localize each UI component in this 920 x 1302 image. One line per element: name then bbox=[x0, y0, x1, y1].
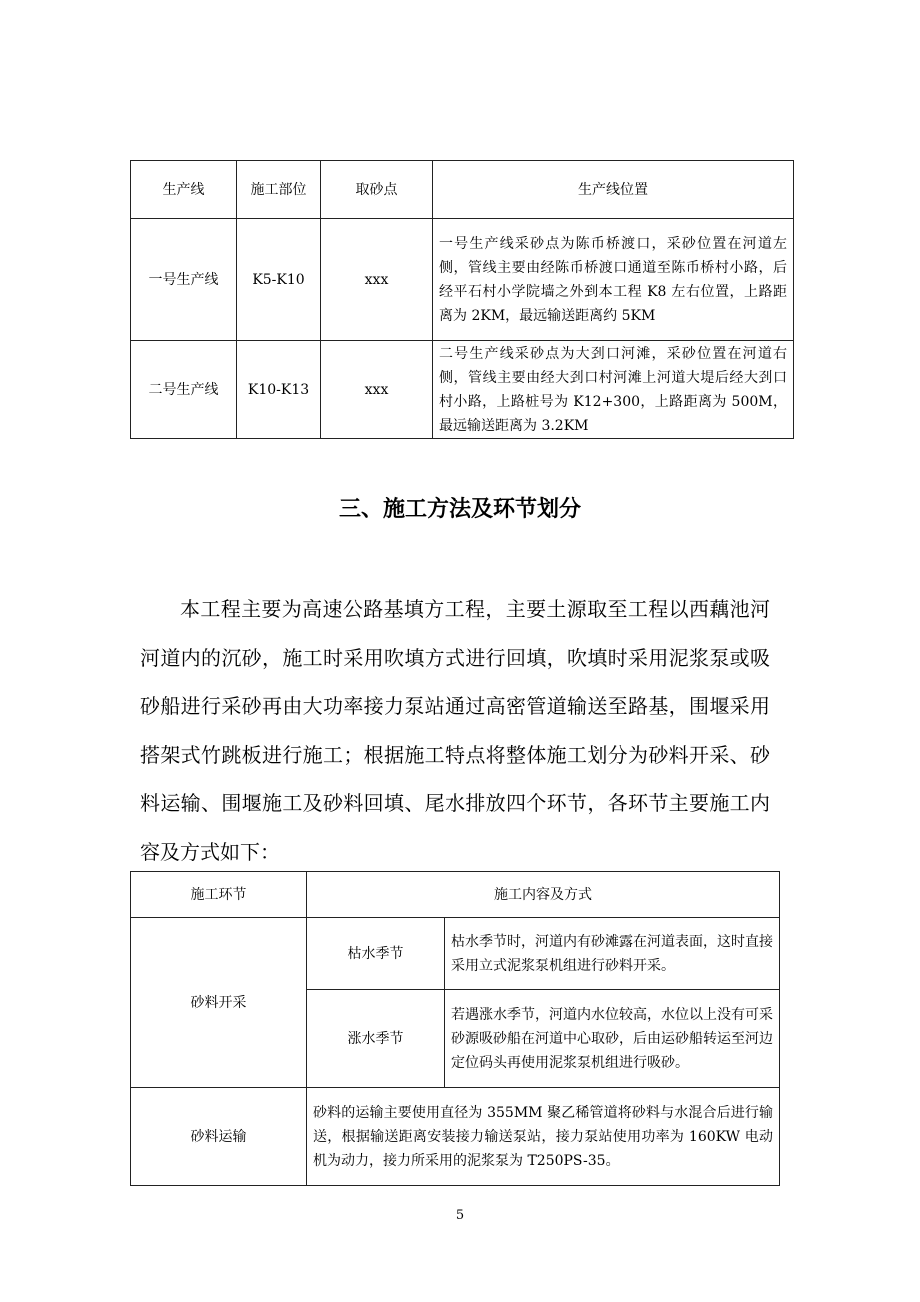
construction-section: K5-K10 bbox=[237, 219, 321, 341]
table-row bbox=[131, 1088, 780, 1186]
construction-stage-table bbox=[130, 871, 780, 1186]
header-construction-section: 施工部位 bbox=[237, 161, 321, 219]
header-construction-stage: 施工环节 bbox=[131, 872, 307, 918]
section-title: 三、施工方法及环节划分 bbox=[338, 497, 581, 522]
production-line-table bbox=[130, 160, 794, 439]
table-row bbox=[131, 918, 780, 990]
header-sand-point: 取砂点 bbox=[321, 161, 433, 219]
header-content-and-method: 施工内容及方式 bbox=[307, 872, 780, 918]
production-line-name: 一号生产线 bbox=[131, 219, 237, 341]
table-header-row bbox=[131, 872, 780, 918]
header-production-line: 生产线 bbox=[131, 161, 237, 219]
flood-season-content: 若遇涨水季节，河道内水位较高，水位以上没有可采砂源吸砂船在河道中心取砂，后由运砂船转运至河边定位码头再使用泥浆泵机组进行吸砂。 bbox=[445, 990, 780, 1088]
header-line-location: 生产线位置 bbox=[433, 161, 794, 219]
sand-point: xxx bbox=[321, 219, 433, 341]
season-dry: 枯水季节 bbox=[307, 918, 445, 990]
stage-sand-mining: 砂料开采 bbox=[131, 918, 307, 1088]
page-number: 5 bbox=[455, 1208, 465, 1223]
body-paragraph: 本工程主要为高速公路基填方工程，主要土源取至工程以西藕池河河道内的沉砂，施工时采用吹填方式进行回填，吹填时采用泥浆泵或吸砂船进行采砂再由大功率接力泵站通过高密管道输送至路基，围堰采用搭架式竹跳板进行施工；根据施工特点将整体施工划分为砂料开采、砂料运输、围堰施工及砂料回填、尾水排放四个环节，各环节主要施工内容及方式如下： bbox=[140, 597, 770, 864]
dry-season-content: 枯水季节时，河道内有砂滩露在河道表面，这时直接采用立式泥浆泵机组进行砂料开采。 bbox=[445, 918, 780, 990]
sand-transport-content: 砂料的运输主要使用直径为 355MM 聚乙稀管道将砂料与水混合后进行输送，根据输送距离安装接力输送泵站，接力泵站使用功率为 160KW 电动机为动力，接力所采用的泥浆泵为 T250PS-35。 bbox=[307, 1088, 780, 1186]
line-location: 一号生产线采砂点为陈币桥渡口，采砂位置在河道左侧，管线主要由经陈币桥渡口通道至陈币桥村小路，后经平石村小学院墙之外到本工程 K8 左右位置，上路距离为 2KM，最远输送距离约 5KM bbox=[433, 219, 794, 341]
production-line-name: 二号生产线 bbox=[131, 341, 237, 439]
line-location: 二号生产线采砂点为大刭口河滩，采砂位置在河道右侧，管线主要由经大刭口村河滩上河道大堤后经大刭口村小路，上路桩号为 K12+300，上路距离为 500M，最远输送距离为 3.2KM bbox=[433, 341, 794, 439]
construction-section: K10-K13 bbox=[237, 341, 321, 439]
stage-sand-transport: 砂料运输 bbox=[131, 1088, 307, 1186]
season-flood: 涨水季节 bbox=[307, 990, 445, 1088]
table-row bbox=[131, 341, 794, 439]
sand-point: xxx bbox=[321, 341, 433, 439]
table-row bbox=[131, 219, 794, 341]
table-header-row bbox=[131, 161, 794, 219]
